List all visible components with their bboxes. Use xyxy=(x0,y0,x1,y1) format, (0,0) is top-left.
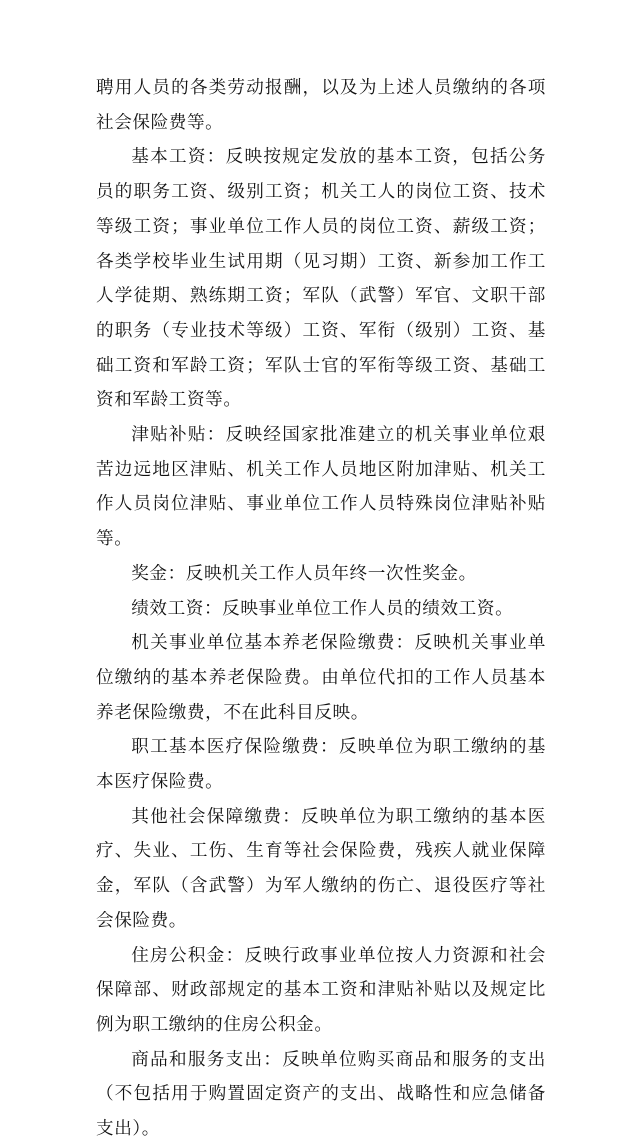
paragraph-medical-insurance: 职工基本医疗保险缴费：反映单位为职工缴纳的基本医疗保险费。 xyxy=(96,737,546,793)
paragraph-performance-pay: 绩效工资：反映事业单位工作人员的绩效工资。 xyxy=(131,598,514,619)
paragraph-goods-services: 商品和服务支出：反映单位购买商品和服务的支出（不包括用于购置固定资产的支出、战略性和应急储备支出）。 xyxy=(96,1049,546,1140)
body-text xyxy=(96,71,546,1147)
paragraph-bonus: 奖金：反映机关工作人员年终一次性奖金。 xyxy=(131,563,477,584)
paragraph-pension-insurance: 机关事业单位基本养老保险缴费：反映机关事业单位缴纳的基本养老保险费。由单位代扣的工作人员基本养老保险缴费，不在此科目反映。 xyxy=(96,633,546,723)
paragraph-basic-salary: 基本工资：反映按规定发放的基本工资，包括公务员的职务工资、级别工资；机关工人的岗位工资、技术等级工资；事业单位工作人员的岗位工资、薪级工资；各类学校毕业生试用期（见习期）工资、新参加工作工人学徒期、熟练期工资；军队（武警）军官、文职干部的职务（专业技术等级）工资、军衔（级别）工资、基础工资和军龄工资；军队士官的军衔等级工资、基础工资和军龄工资等。 xyxy=(96,147,546,411)
paragraph-continuation: 聘用人员的各类劳动报酬，以及为上述人员缴纳的各项社会保险费等。 xyxy=(96,78,546,133)
paragraph-allowances: 津贴补贴：反映经国家批准建立的机关事业单位艰苦边远地区津贴、机关工作人员地区附加津贴、机关工作人员岗位津贴、事业单位工作人员特殊岗位津贴补贴等。 xyxy=(96,425,546,550)
paragraph-housing-fund: 住房公积金：反映行政事业单位按人力资源和社会保障部、财政部规定的基本工资和津贴补贴以及规定比例为职工缴纳的住房公积金。 xyxy=(96,945,546,1035)
paragraph-other-social-security: 其他社会保障缴费：反映单位为职工缴纳的基本医疗、失业、工伤、生育等社会保险费，残疾人就业保障金，军队（含武警）为军人缴纳的伤亡、退役医疗等社会保险费。 xyxy=(96,806,546,931)
